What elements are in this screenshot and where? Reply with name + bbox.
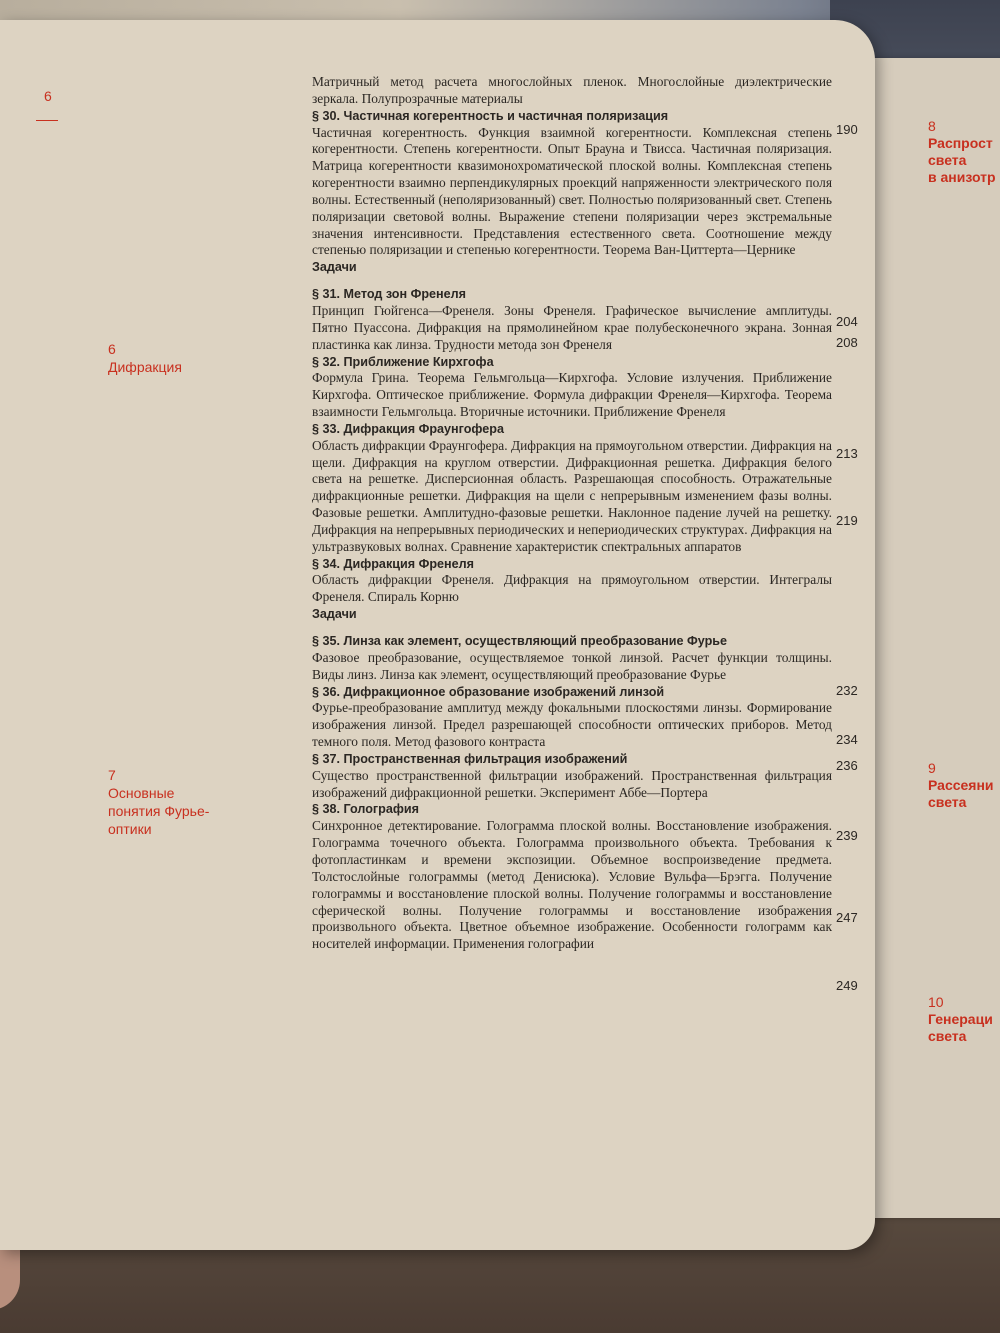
page-number-239: 239: [836, 828, 858, 843]
chapter-6-label: [108, 340, 182, 376]
right-chapter-9-line-2: света: [928, 794, 967, 810]
toc-description: Область дифракции Френеля. Дифракция на прямоугольном отверстии. Интегралы Френеля. Спираль Корню: [312, 572, 832, 605]
chapter-6-title: Дифракция: [108, 359, 182, 375]
right-chapter-10-number: 10: [928, 994, 944, 1010]
toc-description: Фурье-преобразование амплитуд между фокальными плоскостями линзы. Формирование изображения линзой. Предел разрешающей способности оптических приборов. Метод темного поля. Метод фазового контраста: [312, 700, 832, 750]
page-number-247: 247: [836, 910, 858, 925]
toc-entry-32: [312, 354, 832, 421]
toc-heading: § 34. Дифракция Френеля: [312, 556, 474, 571]
toc-entry-tasks-2: [312, 606, 832, 623]
intro-text: Матричный метод расчета многослойных пленок. Многослойные диэлектрические зеркала. Полупрозрачные материалы: [312, 74, 832, 106]
toc-entry-37: [312, 751, 832, 802]
toc-heading: Задачи: [312, 260, 357, 275]
header-rule: [36, 120, 58, 121]
toc-entry-30: [312, 108, 832, 260]
toc-entry-34: [312, 556, 832, 607]
page-number-204: 204: [836, 314, 858, 329]
toc-entry-36: [312, 684, 832, 751]
page-number-190: 190: [836, 122, 858, 137]
right-chapter-10: [928, 994, 993, 1045]
right-chapter-8: [928, 118, 996, 186]
right-chapter-9-line-1: Рассеяни: [928, 777, 994, 793]
toc-heading: Задачи: [312, 607, 357, 622]
chapter-7-label: [108, 766, 218, 838]
toc-entry-33: [312, 421, 832, 556]
toc-heading: § 36. Дифракционное образование изображений линзой: [312, 684, 665, 699]
toc-entry-38: [312, 801, 832, 953]
right-chapter-10-line-2: света: [928, 1028, 967, 1044]
page-number-236: 236: [836, 758, 858, 773]
page-number-208: 208: [836, 335, 858, 350]
toc-description: Фазовое преобразование, осуществляемое тонкой линзой. Расчет функции толщины. Виды линз. Линза как элемент, осуществляющий преобразование Фурье: [312, 649, 832, 682]
toc-heading: § 33. Дифракция Фраунгофера: [312, 421, 504, 436]
page-number-232: 232: [836, 683, 858, 698]
toc-heading: § 35. Линза как элемент, осуществляющий преобразование Фурье: [312, 634, 728, 648]
toc-entry-35: [312, 633, 832, 684]
toc-description: Принцип Гюйгенса—Френеля. Зоны Френеля. Графическое вычисление амплитуды. Пятно Пуассона. Дифракция на прямолинейном крае полубесконечного экрана. Зонная пластинка как линза. Трудности метода зон Френеля: [312, 302, 832, 352]
toc-column: [312, 74, 832, 953]
page-number-249: 249: [836, 978, 858, 993]
toc-entry-tasks-1: [312, 259, 832, 276]
page-number-219: 219: [836, 513, 858, 528]
right-chapter-8-number: 8: [928, 118, 936, 134]
toc-heading: § 30. Частичная когерентность и частичная поляризация: [312, 108, 669, 123]
book-page: [0, 20, 875, 1250]
right-chapter-9: [928, 760, 994, 811]
toc-description: Синхронное детектирование. Голограмма плоской волны. Восстановление изображения. Голограмма точечного объекта. Голограмма произвольного объекта. Требования к фотопластинкам и времени экспозиции. Объемное воспроизведение предмета. Толстослойные голограммы (метод Денисюка). Условие Вульфа—Брэгга. Получение голограммы и восстановление плоской волны. Получение голограммы и восстановление сферической волны. Получение голограммы и восстановление изображения произвольного объекта. Цветное объемное изображение. Особенности голограмм как носителей информации. Применения голографии: [312, 818, 832, 952]
toc-entry-31: [312, 286, 832, 353]
right-chapter-9-number: 9: [928, 760, 936, 776]
toc-description: Формула Грина. Теорема Гельмгольца—Кирхгофа. Условие излучения. Приближение Кирхгофа. Оптическое приближение. Формула дифракции Френеля—Кирхгофа. Теорема взаимности Гельмгольца. Вторичные источники. Приближение Френеля: [312, 370, 832, 420]
toc-heading: § 32. Приближение Кирхгофа: [312, 354, 494, 369]
chapter-6-number: 6: [108, 341, 116, 357]
right-chapter-8-line-2: света: [928, 152, 967, 168]
right-chapter-8-line-1: Распрост: [928, 135, 993, 151]
page-number-213: 213: [836, 446, 858, 461]
toc-heading: § 37. Пространственная фильтрация изображений: [312, 751, 628, 766]
page-number-234: 234: [836, 732, 858, 747]
toc-description: Существо пространственной фильтрации изображений. Пространственная фильтрация изображений дифракционной решетки. Эксперимент Аббе—Портера: [312, 767, 832, 800]
toc-heading: § 38. Голография: [312, 802, 419, 817]
right-chapter-10-line-1: Генераци: [928, 1011, 993, 1027]
toc-description: Область дифракции Фраунгофера. Дифракция на прямоугольном отверстии. Дифракция на щели. Дифракция на круглом отверстии. Дифракционная решетка. Дифракция белого света на решетке. Дисперсионная область. Разрешающая способность. Отражательные дифракционные решетки. Дифракция на щели с непрерывным изменением фазы волны. Фазовые решетки. Амплитудно-фазовые решетки. Наклонное падение лучей на решетку. Дифракция на непрерывных периодических и непериодических структурах. Дифракция на ультразвуковых волнах. Сравнение характеристик спектральных аппаратов: [312, 437, 833, 554]
toc-heading: § 31. Метод зон Френеля: [312, 287, 467, 302]
page-header-number: 6: [44, 88, 52, 104]
toc-description: Частичная когерентность. Функция взаимной когерентности. Комплексная степень когерентности. Степень когерентности. Опыт Брауна и Твисса. Частичная поляризация. Матрица когерентности квазимонохроматической плоской волны. Комплексная степень когерентности взаимно перпендикулярных проекций напряженности электрического поля волны. Естественный (неполяризованный) свет. Полностью поляризованный свет. Степень поляризации световой волны. Выражение степени поляризации через экстремальные значения интенсивности. Представления естественного света. Соотношение между степенью поляризации и степенью когерентности. Теорема Ван-Циттерта—Цернике: [312, 124, 832, 258]
right-chapter-8-line-3: в анизотр: [928, 169, 996, 185]
chapter-7-title: Основные понятия Фурье-оптики: [108, 785, 210, 837]
chapter-7-number: 7: [108, 767, 116, 783]
